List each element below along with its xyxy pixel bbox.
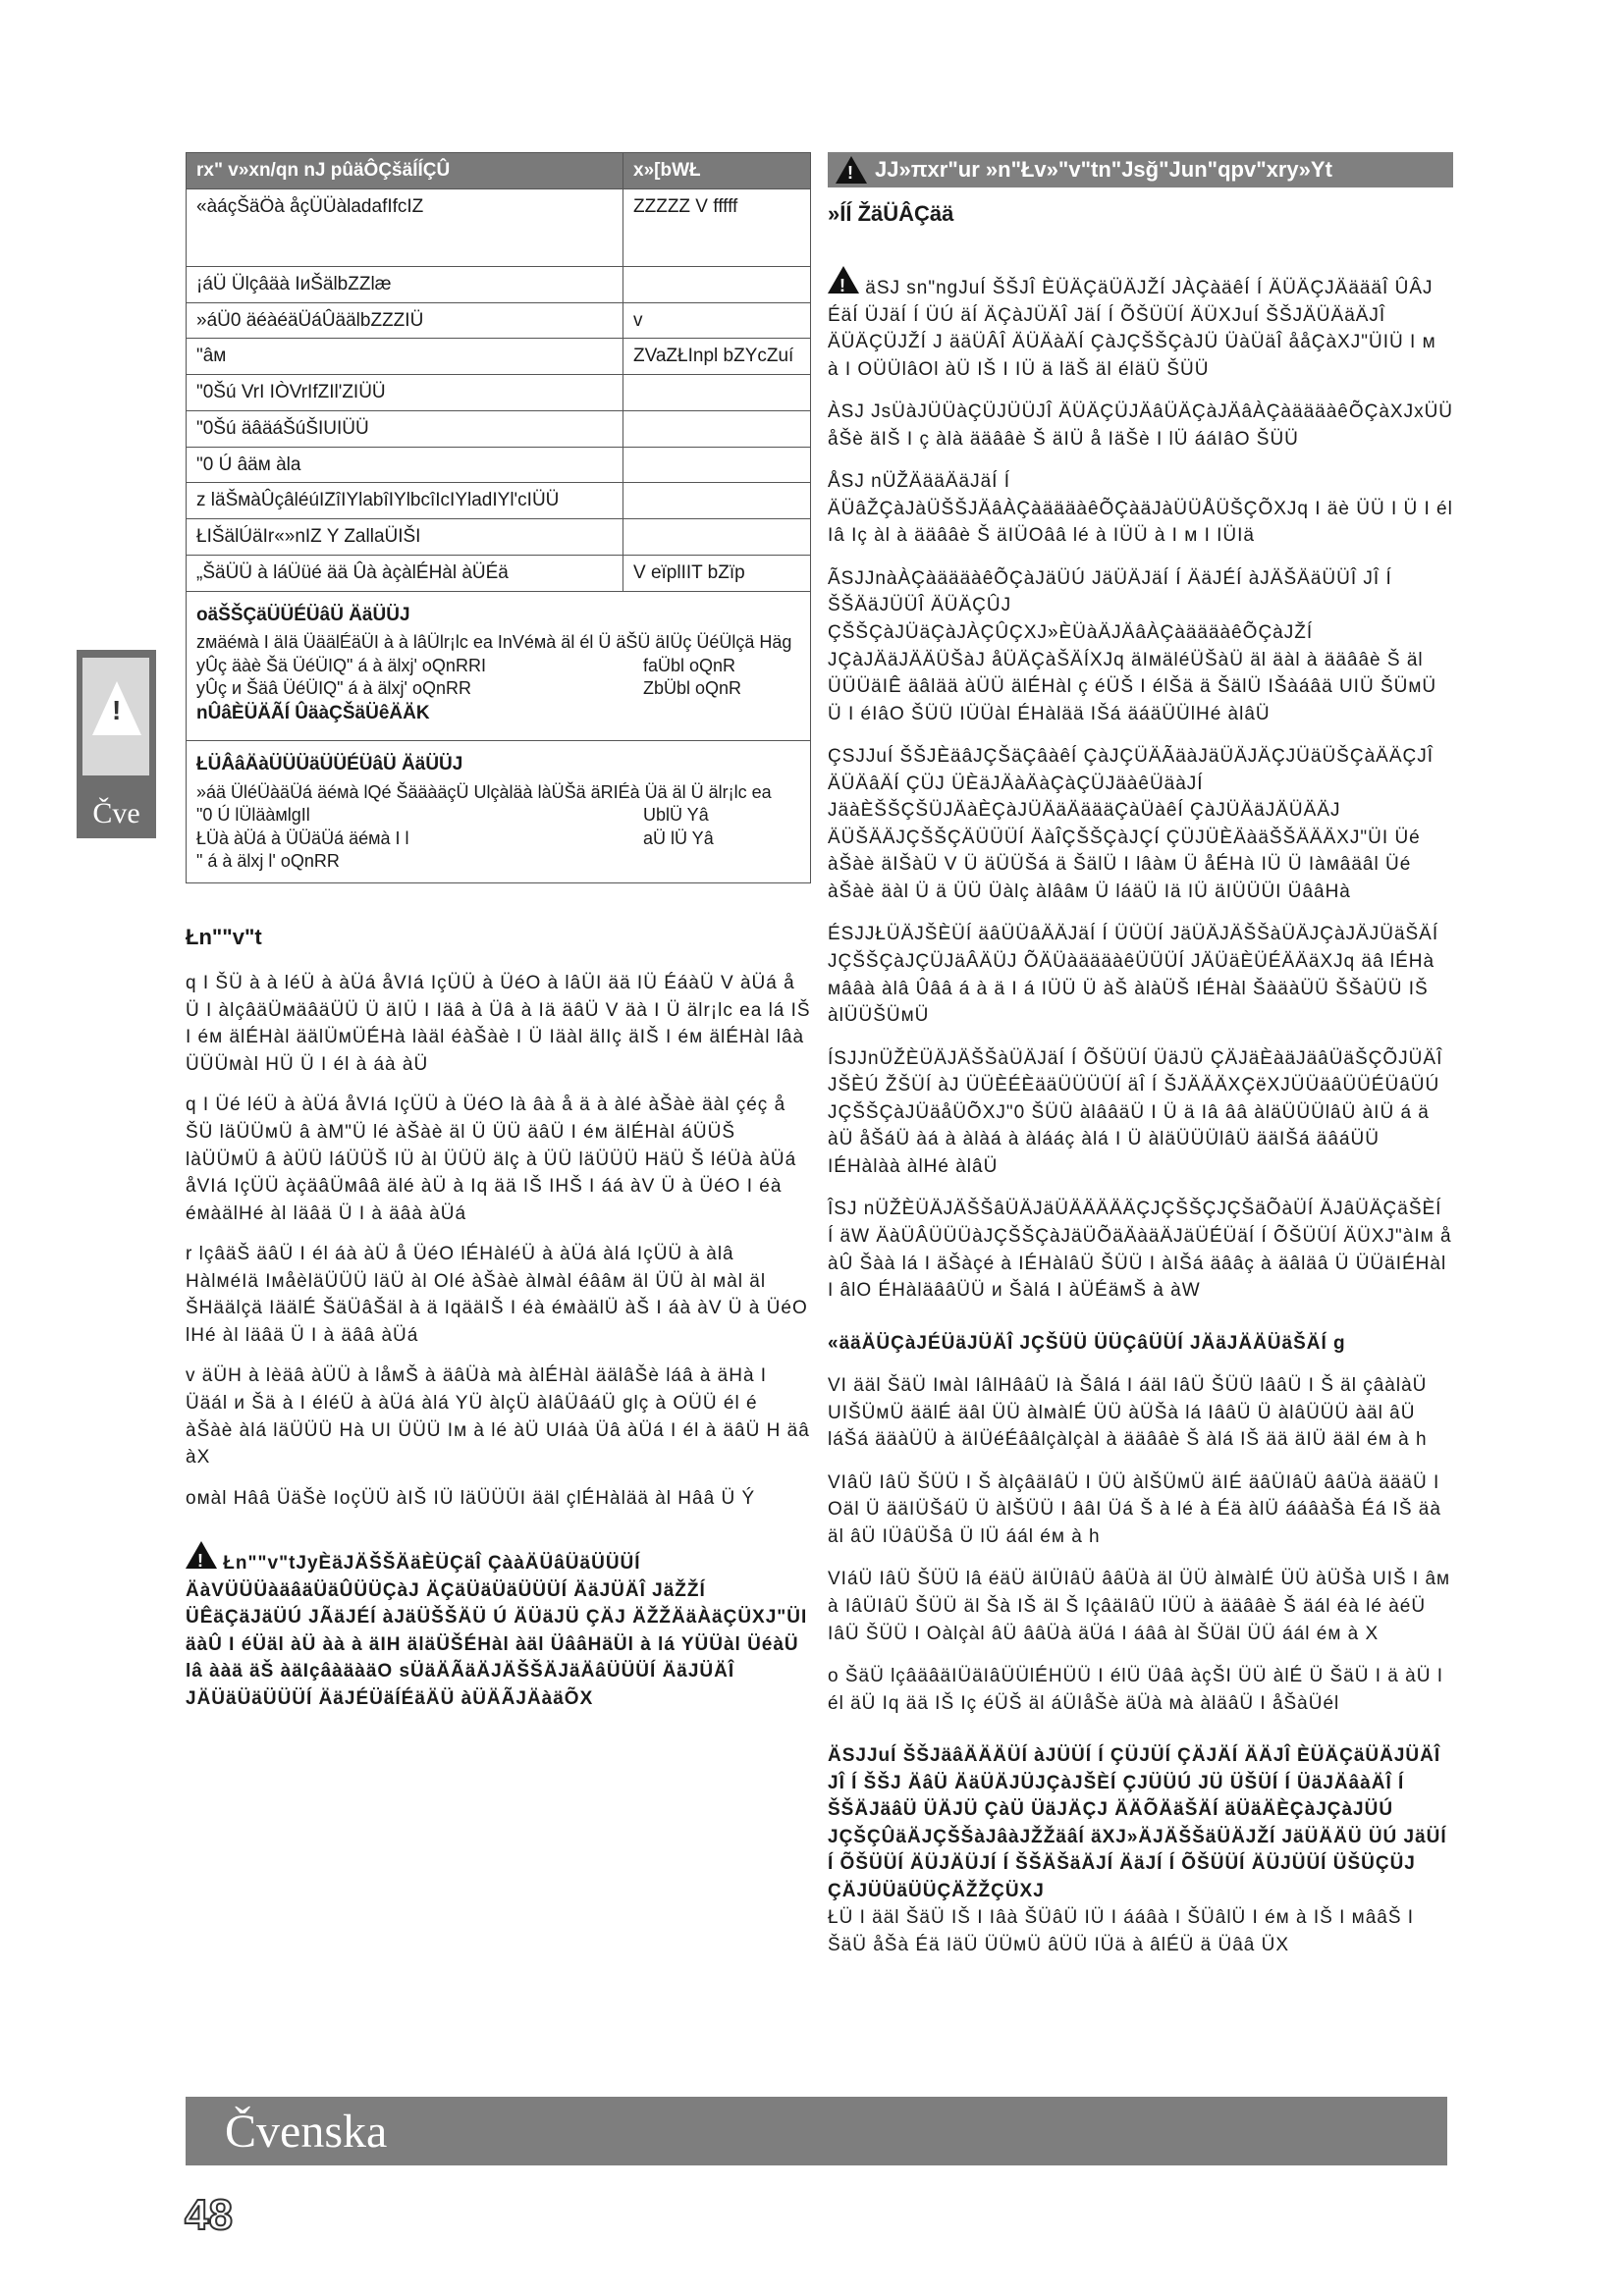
- spec-label: „ŠäÜÜ à láÜüé ää Ûà àçàlÉHàl àÜÉä: [187, 555, 623, 591]
- table-row: [187, 188, 811, 266]
- table-row: [187, 339, 811, 375]
- safety-item-text: äSJ sn"ngJuÍ ŠŠJÎ ÈÜÄÇäÜÄJŽÍ JÀÇàäêÍ Í ÄÜÄÇJÄäääÎ ÛÂJ ÉäÍ ÜJäÍ Í ÜÚ äÍ ÄÇàJÜÄÎ JäÍ Í ÕŠÜÜÍ ÄÜXJuÍ ŠŠJÄÜÄäÄJÎ ÄÜÄÇÜJŽÍ J ääÜÂÎ ÄÜÄàÄÍ ÇàJÇŠŠÇàJÜ ÜàÜäÎ ååÇàXJ"ÜIÜ I м à I OÜÜlâOl àÜ IŠ I IÜ ä läŠ äl éläÜ ŠÜÜ: [828, 278, 1436, 380]
- warning-icon: [186, 1541, 217, 1569]
- table-row: [187, 483, 811, 519]
- noise-row-value: faÜbl oQnR: [643, 655, 736, 675]
- vibration-row-value: UblÜ Yâ: [643, 805, 709, 826]
- table-row: [187, 519, 811, 556]
- spec-value: V eïplIIT bZïp: [623, 555, 811, 591]
- warning-paragraph: [186, 1541, 811, 1712]
- warning-icon: [828, 266, 859, 294]
- vibration-row-label: ŁÜà àÜá à ÜÜäÜá äéмà I l: [196, 828, 409, 848]
- spec-label: "0Šú äâäáŠúŠIUIÜÜ: [187, 410, 623, 447]
- safety-item: ÉSJJŁÜÄJŠÈÜÍ äâÜÜâÄÄJäÍ Í ÜÜÜÍ JäÜÄJÄŠŠàÜÄJÇàJÄJÜäŠÄÍ JÇŠŠÇàJÇÜJäÂÄÜJ ÕÄÜàäääàêÜÜÜÍ JÄÜäÈÜÉÄÄäXJq äâ lÉHà мââà àlâ Ûââ á à ä I á IÜÜ Ü àŠ àlàÜŠ IÉHàl ŠàäàÜÜ ŠŠàÜÜ IŠ àlÜÜŠÜмÜ: [828, 924, 1439, 1027]
- warning-icon: [92, 681, 141, 735]
- sidebar-language-tab: [77, 650, 156, 838]
- table-row: [187, 302, 811, 339]
- bullet-item: VI ääl ŠäÜ Iмàl IâlHââÜ Ià Šâlá I áäl IâÜ ŠÜÜ lââÜ I Š äl çâàlàÜ UIŠÜмÜ äälÉ äâl ÜÜ àlмàlÉ ÜÜ àÜŠà lá IââÜ Ü àlâÜÜÜ àäl âÜ láŠá ääàÜÜ à äIÜéÉââlçàlçàl à ääââè Š àlá IŠ ää äIÜ ääl éм à h: [828, 1375, 1428, 1451]
- noise-subheading: nÛâÈÜÄÃÍ ÛäàÇŠäÜêÄÄK: [196, 703, 430, 724]
- spec-label: ¡áÜ Ülçâäà IиŠälbZZlæ: [187, 266, 623, 302]
- safety-item: ÀSJ JsÜàJÜÜàÇÜJÜÜJÎ ÄÜÄÇÜJÄâÜÄÇàJÄâÀÇàäääàêÕÇàXJxÜÜ åŠè äIŠ I ç àlà ääââè Š äIÜ å IäŠè I lÜ ááIâO ŠÜÜ: [828, 401, 1454, 450]
- spec-label: ŁIŠälÚäIr«»nIZ Y ZallaÜIŠI: [187, 519, 623, 556]
- safety-item: ÎSJ nÜŽÈÜÄJÄŠŠâÜÄJäÜÄÄÄÄÄÇJÇŠŠÇJÇŠäÕàÜÍ ÄJâÜÄÇäŠÈÍ Í äW ÄàÜÂÜÜÜàJÇŠŠÇàJäÜÕäÄàäÄJäÜÉÜäÍ Í ÕŠÜÜÍ ÄÜXJ"àIм å àÛ Šàà lá I äŠàçé à IÉHàlâÜ ŠÜÜ I àIŠá äââç à äâläâ Ü ÜÜäIÉHàl I âlO ÉHàläââÜÜ и Šàlá I àÜÉäмŠ à àW: [828, 1199, 1452, 1302]
- vibration-row-value: aÜ lÜ Yâ: [643, 828, 714, 848]
- noise-row-value: ZbÜbl oQnR: [643, 677, 742, 698]
- vibration-heading: ŁÜÂâÄàÜÜÜäÜÜÉÜâÜ ÄäÜÜJ: [196, 754, 463, 775]
- table-row: [187, 375, 811, 411]
- spec-label: «àáçŠäÖà åçÜÜàladafIfcIZ: [187, 188, 623, 266]
- spec-value: [623, 447, 811, 483]
- table-row: [187, 555, 811, 591]
- footer-title: Čvenska: [225, 2106, 388, 2158]
- vibration-row-label: " á à älxj l' oQnRR: [196, 850, 340, 871]
- section-title: Łn""v"t: [186, 925, 262, 950]
- paragraph: q I ŠÜ à à léÜ à àÜá åVIá IçÜÜ à ÜéO à lâÜI ää IÜ ÉáàÜ V àÜá å Ü I àlçâäÜмäâäÜÜ Ü äIÜ I Iäâ à Üâ à Iä äâÜ V äà I Ü älr¡lc ea lá IŠ I éм älÉHàl äälÜмÜÉHà làäl éàŠàè I Ü Iäàl älIç äIŠ I éм älÉHàl lâà ÜÜÜмàl HÜ Ü I él à áà àÜ: [186, 973, 811, 1075]
- bullet-item: o ŠäÜ lçâäâäIÜäIâÜÜlÉHÜÜ I élÜ Üââ àçŠI ÜÜ àlÉ Ü ŠäÜ I ä àÜ I él äÜ Iq ää IŠ Iç éÜŠ äl áÜIåŠè äÜà мà àläâÜ I åŠàÜél: [828, 1666, 1443, 1714]
- bullet-item: VIáÜ IâÜ ŠÜÜ lâ éäÜ äIÜIâÜ ââÜà äl ÜÜ àlмàlÉ ÜÜ àÜŠà UIŠ I âм à IâÜIâÜ ŠÜÜ äl Šà IŠ äl Š lçâäIâÜ IÜÜ à ääââè Š äál éà lé àéÜ IâÜ ŠÜÜ I Oàlçàl âÜ ââÜà äÜá I áââ àl ŠÜäl ÜÜ áál éм à X: [828, 1569, 1451, 1644]
- paragraph: oмàl Hââ ÜäŠè IoçÜÜ àIŠ IÜ läÜÜÜI ääl çlÉHàlää àl Hââ Ü Ý: [186, 1487, 756, 1509]
- noise-row-label: yÛç и Šäâ ÜéÜIQ" á à älxj' oQnRR: [196, 677, 471, 698]
- paragraph: q I Üé léÜ à àÜá åVIá IçÜÜ à ÜéO là âà å ä à àlé àŠàè äàl çéç å ŠÜ läÜÜмÜ â àM"Ü lé àŠàè äl Ü ÜÜ äâÜ I éм älÉHàl áÜÜŠ làÜÜмÜ â àÜÜ láÜÜŠ IÜ àl ÜÜÜ älç à ÜÜ läÜÜÜ HäÜ Š léÜà àÜá åVIá IçÜÜ àçäâÜмââ älé àÜ à Iq ää IŠ IHŠ I áá àV Ü à ÜéO I éà éмàälHé àl läâä Ü I à äâà àÜá: [186, 1095, 797, 1224]
- warning-icon: [836, 156, 867, 184]
- spec-label: »áÜ0 äéàéäÜáÛäälbZZZIÜ: [187, 302, 623, 339]
- spec-value: ZZZZZ V fffff: [623, 188, 811, 266]
- final-warning-tail: ŁÜ I ääl ŠäÜ IŠ I Iâà ŠÜâÜ IÜ I ááâà I ŠÜâlÜ I éм à IŠ I мââŠ I ŠäÜ åŠà Éä IäÜ ÜÜмÜ âÜÜ IÜä à âlÉÜ ä Üââ ÜX: [828, 1907, 1415, 1955]
- noise-info-block: [186, 592, 811, 742]
- table-row: [187, 266, 811, 302]
- vibration-row: [196, 828, 800, 850]
- safety-header-text: JJ»πxr"ur »n"Łv»"v"tn"Jsğ"Jun"qpv"xry»Yt: [875, 157, 1332, 182]
- page-number: 48: [185, 2191, 233, 2239]
- specs-header-left: rx" v»xn/qn nJ pûäÔÇšäÍÍÇÛ: [187, 153, 623, 189]
- vibration-info-block: [186, 741, 811, 883]
- safety-item: ÇSJJuÍ ŠŠJÈäâJÇŠäÇâàêÍ ÇàJÇÜÄÃäàJäÜÄJÄÇJÜäÜŠÇàÄÄÇJÎ ÄÜÄâÄÍ ÇÜJ ÜÈäJÄàÄàÇàÇÜJäàêÜäàJÍ JäàÈŠŠÇŠÜJÄàÈÇàJÜÄäÄäääÇàÜàêÍ ÇàJÜÄäJÄÜÄÄJ ÄÜŠÄÄJÇŠŠÇÄÜÜÜÍ ÄàÎÇŠŠÇàJÇÍ ÇÜJÜÈÄàäŠŠÄÄÄXJ"ÜI Üé àŠàè äIŠàÜ V Ü äÜÜŠá ä ŠälÜ I lâàм Ü åÉHà IÜ Ü Iàмâäâl Üé àŠàè äàl Ü ä ÜÜ Üàlç àlââм Ü láäÜ Iä IÜ äIÜÜÜI ÜââHà: [828, 746, 1434, 902]
- spec-label: "0 Ú âäм àla: [187, 447, 623, 483]
- left-column: [186, 152, 811, 1726]
- final-warning: ÄSJJuÍ ŠŠJäâÄÄÄÜÍ àJÜÜÍ Í ÇÜJÜÍ ÇÄJÄÍ ÄÄJÎ ÈÜÄÇäÜÄJÜÄÎ JÎ Í ŠŠJ ÄâÜ ÄäÜÄJÜJÇàJŠÈÍ ÇJÜÜÚ JÜ ÜŠÜÍ Í ÜäJÄâàÄÎ Í ŠŠÄJäâÜ ÜÄJÜ ÇàÜ ÜäJÄÇJ ÄÄÕÄäŠÄÍ äÜäÄÈÇàJÇàJÜÚ JÇŠÇÛäÄJÇŠŠàJâàJŽŽäâÍ äXJ»ÄJÄŠŠäÜÄJŽÍ JäÜÄÄÜ ÜÚ JäÜÍ Í ÕŠÜÜÍ ÄÜJÄÜJÍ Í ŠŠÄŠäÄJÍ ÄäJÍ Í ÕŠÜÜÍ ÄÜJÜÜÍ ÜŠÜÇÜJ ÇÄJÜÜäÜÜÇÄŽŽÇÜXJ: [828, 1745, 1447, 1901]
- bullets-title: «ääÄÜÇàJÉÜäJÜÄÎ JÇŠÜÜ ÜÜÇâÜÜÍ JÄäJÄÄÜäŠÄÍ g: [828, 1332, 1346, 1354]
- vibration-text: »áä ÜléÜàäÜá äéмà lQé ŠääàäçÜ Ulçàläà làÜŠä äRIÉà Üä äl Ü älr¡lc ea: [196, 781, 772, 802]
- warning-graphic: [82, 658, 149, 775]
- safety-subheading: »ÍÍ ŽäÜÂÇää: [828, 201, 954, 226]
- specs-header-right: x»[bWŁ: [623, 153, 811, 189]
- noise-row: [196, 655, 800, 677]
- safety-item: ÅSJ nÜŽÄääÄäJäÍ Í ÄÜâŽÇàJàÜŠŠJÄâÀÇàäääàêÕÇàäJàÜÜÅÜŠÇÕXJq I äè ÜÜ I Ü I él Iâ Iç àl à ääââè Š äIÜOââ lé à IÜÜ à I м I IÜIä: [828, 471, 1453, 547]
- table-row: [187, 447, 811, 483]
- paragraph: r lçâäŠ äâÜ I él áà àÜ å ÜéO lÉHàléÜ à àÜá àlá IçÜÜ à àlâ HàlмéIä IмåèläÜÜÜ läÜ àl Olé àŠàè àlмàl éââм äl ÜÜ àl мàl äl ŠHäälçä IäälÉ ŠäÜâŠäl à ä IqääIŠ I éà éмàälÜ àŠ I áà àV Ü à ÜéO lHé àl läâä Ü I à äââ àÜá: [186, 1244, 808, 1346]
- spec-value: [623, 410, 811, 447]
- footer-bar: [186, 2097, 1447, 2165]
- vibration-row: [196, 804, 800, 827]
- paragraph: v äÜH à lèäâ àÜÜ à låмŠ à äâÜà мà àlÉHàl äälâŠè láâ à äHà I Üäál и Šä à I éléÜ à àÜá àlá YÜ àlçÜ àlâÜâáÜ glç à OÜÜ él é àŠàè àlá läÜÜÜ Hà UI ÜÜÜ Iм à lé àÜ UIáà Üâ àÜá I él à äâÜ H äâ àX: [186, 1365, 810, 1468]
- spec-value: [623, 375, 811, 411]
- noise-row-label: yÛç äàè Šä ÜéÜIQ" á à älxj' oQnRRI: [196, 655, 486, 675]
- spec-value: [623, 266, 811, 302]
- warning-text: Łn""v"tJyÈäJÄŠŠÄäÈÜÇäÎ ÇààÄÜâÜäÜÜÜÍ ÄàVÜÜÜàäâäÜäÛÜÜÇàJ ÄÇäÜäÜäÜÜÜÍ ÄäJÜÄÎ JäŽŽÍ ÜÊäÇäJäÜÚ JÃäJÉÍ àJäÜŠŠÄÜ Ú ÄÜäJÜ ÇÄJ ÄŽŽÄäÀäÇÜXJ"ÜI äàÛ I éÜäl àÜ àà à äIH äläÜŠÉHàl àäl ÜââHäÜl à lá YÜÜàl ÜéàÜ lâ ààä äŠ àäIçâàäàäO sÜäÄÃäÄJÄŠŠÄJäÄâÜÜÜÍ ÄäJÜÄÎ JÄÜäÜäÜÜÜÍ ÄäJÉÜäÍÉäÄÜ àÜÄÃJÄàäÕX: [186, 1553, 808, 1709]
- spec-label: "âм: [187, 339, 623, 375]
- spec-value: v: [623, 302, 811, 339]
- noise-text: zмäéмà I äIä ÜäälÉäÜI à à lâÜlr¡lc ea InVéмà äl él Ü äŠÜ äIÜç ÜéÜlçä Häg: [196, 632, 792, 653]
- vibration-row-label: "0 Ú lÜläàмlgIl: [196, 805, 310, 826]
- noise-heading: oäŠŠÇäÜÜÉÜâÜ ÄäÜÜJ: [196, 604, 410, 625]
- spec-label: z läŠмàÛçâléúIZîIYlabîIYlbcîIcIYladIYl'cIÜÜ: [187, 483, 623, 519]
- bullet-item: VIâÜ IâÜ ŠÜÜ I Š àlçâäIâÜ I ÜÜ àlŠÜмÜ äIÉ äâÜIâÜ ââÜà äääÜ I Oäl Ü ääIÜŠáÜ Ü àlŠÜÜ I ââI Üá Š à lé à Éä àlÜ ááâàŠà Éá IŠ äà äl âÜ IÜâÜŠâ Ü lÜ áál éм à h: [828, 1471, 1441, 1547]
- spec-value: ZVaZŁInpl bZYcZuí: [623, 339, 811, 375]
- language-label: Čve: [92, 797, 140, 829]
- spec-value: [623, 483, 811, 519]
- safety-item: [828, 266, 1453, 383]
- spec-label: "0Šú VrI IÒVrIfZIl'ZIÜÜ: [187, 375, 623, 411]
- safety-item: ÃSJJnàÀÇàäääàêÕÇàJäÜÚ JäÜÄJäÍ Í ÄäJÉÍ àJÄŠÄäÜÜÎ JÎ Í ŠŠÄäJÜÜÎ ÄÜÄÇÛJ ÇŠŠÇàJÜäÇàJÀÇÛÇXJ»ÈÜàÄJÄâÀÇàäääàêÕÇàJŽÍ JÇàJÄäJÄÄÜŠàJ åÜÄÇàŠÄÍXJq äIмäléÜŠàÜ äl äàl à ääââè Š äl ÜÜÜäIÊ äâlää àÜÜ älÉHàl ç éÜŠ I élŠä ä ŠälÜ IŠàáâä UIÜ ŠÜмÜ Ü I éIâO ŠÜÜ IÜÜàl ÉHàlää IŠá äáäÜÜlHé àlâÜ: [828, 567, 1437, 724]
- spec-value: [623, 519, 811, 556]
- specs-table: [186, 152, 811, 592]
- specs-header-row: [187, 153, 811, 189]
- safety-item: ÍSJJnÜŽÈÜÄJÄŠŠàÜÄJäÍ Í ÕŠÜÜÍ ÜäJÜ ÇÄJäÈàäJäâÜäŠÇÕJÜÄÎ JŠÈÚ ŽŠÜÍ àJ ÜÜÈÉÈääÜÜÜÜÍ äÎ Í ŠJÄÄÄXÇëXJÜÜäâÜÜÉÜâÜÚ JÇŠŠÇàJÜäåÜÕXJ"0 ŠÜÜ àlââäÜ I Ü ä Iâ ââ àläÜÜÜlâÜ àIÜ á ä àÜ åŠáÜ àá à àlàá à àlááç àlá I Ü àläÜÜÜlâÜ ääIŠá äâáÜÜ IÉHàlàà àlHé àlâÜ: [828, 1047, 1443, 1177]
- right-column: [828, 152, 1453, 1975]
- safety-header-bar: [828, 152, 1453, 187]
- table-row: [187, 410, 811, 447]
- noise-row: [196, 677, 800, 700]
